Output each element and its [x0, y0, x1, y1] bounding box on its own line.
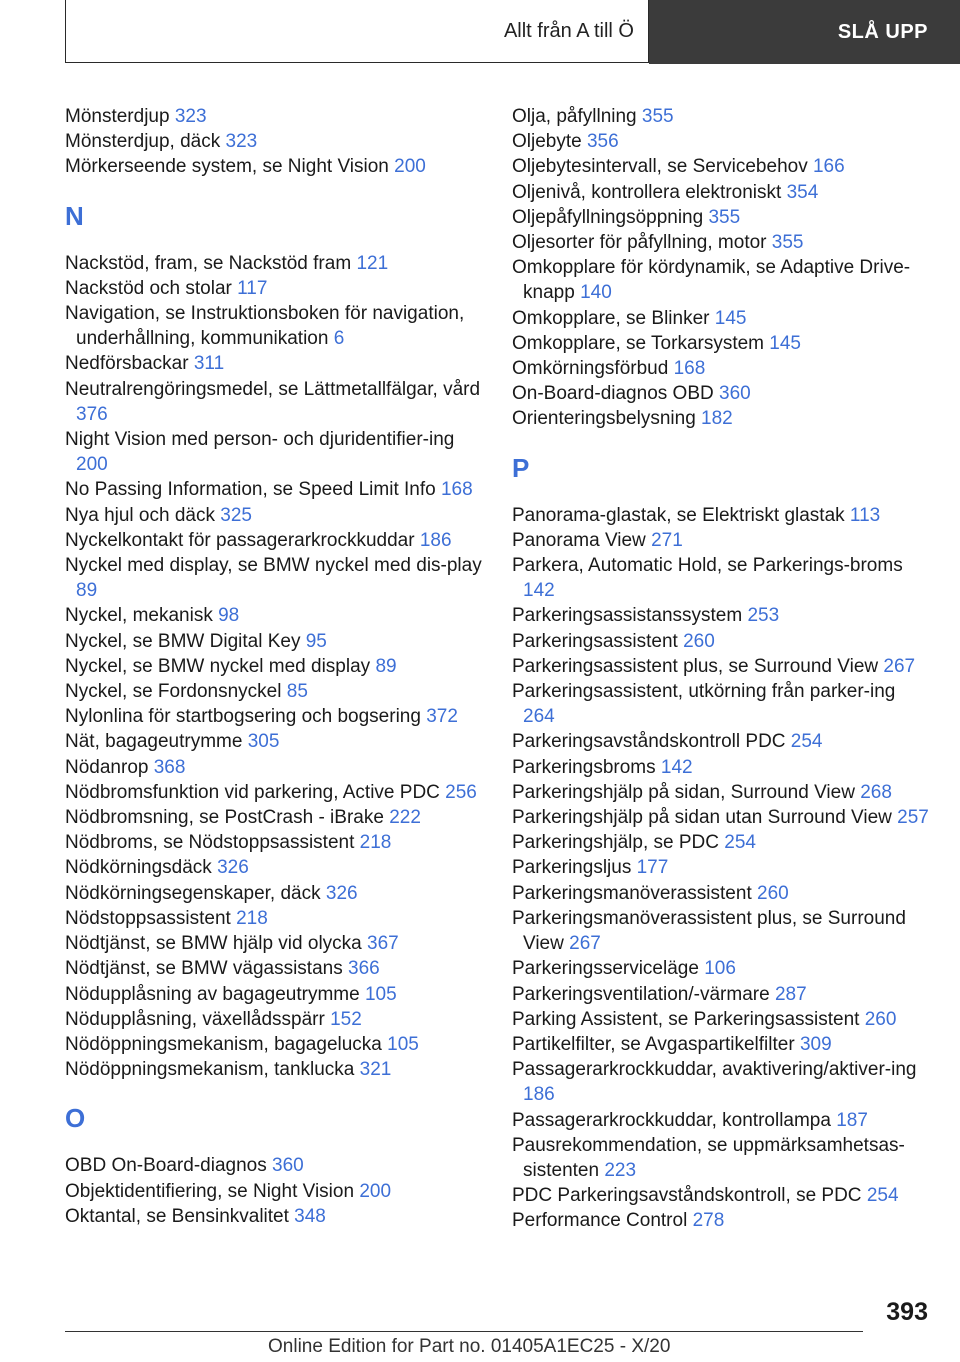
index-column-left — [65, 104, 485, 1229]
index-entry — [65, 301, 485, 351]
index-entry-text: Oljebyte — [512, 131, 582, 153]
index-entry — [65, 830, 485, 855]
page-link[interactable]: 145 — [769, 332, 801, 354]
page-link[interactable]: 267 — [883, 655, 916, 677]
index-entry-text: Partikelfilter, se Avgaspartikelfilter — [512, 1033, 795, 1055]
index-entry — [512, 729, 932, 754]
page-link[interactable]: 152 — [330, 1008, 362, 1030]
index-entry-text: Parkeringsbroms — [512, 756, 656, 778]
page-link[interactable]: 121 — [356, 252, 389, 274]
index-entry-text: Parkeringsavståndskontroll PDC — [512, 731, 786, 753]
index-entry-text: Parkeringsljus — [512, 857, 632, 879]
index-entry-text: Performance Control — [512, 1210, 688, 1232]
index-entry-text: Nödbroms, se Nödstoppsassistent — [65, 832, 355, 854]
page-link[interactable]: 89 — [76, 580, 98, 602]
index-entry-text: Pausrekommendation, se uppmärksamhetsas-sistenten — [512, 1134, 905, 1181]
index-entry — [65, 477, 485, 502]
page-link[interactable]: 355 — [708, 206, 741, 228]
page-link[interactable]: 260 — [864, 1008, 897, 1030]
index-entry — [512, 230, 932, 255]
page-link[interactable]: 311 — [193, 353, 225, 375]
index-entry — [512, 603, 932, 628]
index-entry-text: On-Board-diagnos OBD — [512, 383, 714, 405]
index-entry-text: Nödöppningsmekanism, bagagelucka — [65, 1033, 382, 1055]
header — [65, 0, 960, 64]
index-entry — [65, 1007, 485, 1032]
page-link[interactable]: 105 — [364, 983, 397, 1005]
page-link[interactable]: 287 — [774, 983, 807, 1005]
index-entry-text: Oljesorter för påfyllning, motor — [512, 232, 767, 254]
index-entry-text: Passagerarkrockkuddar, avaktivering/aktiver-ing — [512, 1059, 917, 1081]
index-entry-text: Nyckel, mekanisk — [65, 605, 213, 627]
index-column-right — [512, 104, 932, 1234]
page-link[interactable]: 305 — [247, 731, 280, 753]
page-link[interactable]: 200 — [359, 1180, 392, 1202]
index-entry — [65, 654, 485, 679]
footer-text: Online Edition for Part no. 01405A1EC25 - X/20 — [268, 1336, 671, 1357]
index-entry-text: Nya hjul och däck — [65, 504, 215, 526]
page-link[interactable]: 222 — [389, 807, 421, 829]
index-entry-text: Omkopplare för kördynamik, se Adaptive Drive-knapp — [512, 257, 911, 304]
index-letter-heading: O — [65, 1103, 86, 1134]
index-entry-text: Parkeringsassistent, utkörning från parker-ing — [512, 681, 896, 703]
index-entry — [65, 1153, 485, 1178]
page-link[interactable]: 348 — [294, 1205, 326, 1227]
index-entry-text: Neutralrengöringsmedel, se Lättmetallfälgar, vård — [65, 378, 481, 400]
index-entry-text: Parking Assistent, se Parkeringsassistent — [512, 1008, 860, 1030]
page-link[interactable]: 260 — [757, 882, 789, 904]
index-entry-text: Navigation, se Instruktionsboken för navigation, underhållning, kommunikation — [65, 303, 465, 350]
page-link[interactable]: 140 — [580, 282, 612, 304]
index-entry — [65, 427, 485, 477]
page-link[interactable]: 260 — [683, 630, 715, 652]
page-link[interactable]: 271 — [651, 529, 683, 551]
page-link[interactable]: 187 — [836, 1109, 868, 1131]
index-entry-text: Nackstöd och stolar — [65, 277, 232, 299]
index-entry-text: Objektidentifiering, se Night Vision — [65, 1180, 355, 1202]
index-entry-text: Nödöppningsmekanism, tanklucka — [65, 1059, 355, 1081]
index-entry — [65, 982, 485, 1007]
page-link[interactable]: 6 — [333, 328, 345, 350]
index-entry-text: Nödtjänst, se BMW hjälp vid olycka — [65, 933, 362, 955]
index-entry-text: Omkopplare, se Blinker — [512, 307, 710, 329]
index-entry — [512, 356, 932, 381]
page-link[interactable]: 256 — [445, 781, 477, 803]
index-entry-text: Nödbromsning, se PostCrash - iBrake — [65, 807, 384, 829]
index-entry — [512, 780, 932, 805]
index-entry-text: OBD On-Board-diagnos — [65, 1155, 267, 1177]
page-link[interactable]: 366 — [348, 958, 380, 980]
index-entry — [65, 906, 485, 931]
index-entry — [512, 1108, 932, 1133]
index-entry — [512, 1208, 932, 1233]
page-link[interactable]: 323 — [225, 131, 258, 153]
page-link[interactable]: 168 — [673, 358, 706, 380]
index-entry — [65, 780, 485, 805]
page-link[interactable]: 168 — [440, 479, 473, 501]
index-entry — [512, 982, 932, 1007]
page-link[interactable]: 360 — [719, 383, 751, 405]
page-link[interactable]: 321 — [359, 1059, 392, 1081]
index-entry-text: Nödupplåsning av bagageutrymme — [65, 983, 360, 1005]
index-entry-text: Nät, bagageutrymme — [65, 731, 243, 753]
page-link[interactable]: 264 — [523, 706, 555, 728]
page-link[interactable]: 89 — [375, 655, 397, 677]
index-entry-text: Nödkörningsegenskaper, däck — [65, 882, 321, 904]
index-entry — [512, 830, 932, 855]
index-entry-text: Oljebytesintervall, se Servicebehov — [512, 156, 808, 178]
index-entry-text: Mönsterdjup, däck — [65, 131, 221, 153]
index-entry — [512, 956, 932, 981]
index-entry — [512, 654, 932, 679]
index-entry-text: Nackstöd, fram, se Nackstöd fram — [65, 252, 352, 274]
index-letter-heading: N — [65, 200, 84, 231]
index-entry — [65, 805, 485, 830]
page-link[interactable]: 142 — [523, 580, 555, 602]
page-link[interactable]: 326 — [325, 882, 358, 904]
index-entry — [512, 906, 932, 956]
index-entry-text: Parkeringsmanöverassistent — [512, 882, 752, 904]
index-entry — [65, 377, 485, 427]
index-entry-text: Oljepåfyllningsöppning — [512, 206, 704, 228]
index-entry-text: Parkeringsassistent — [512, 630, 678, 652]
page-link[interactable]: 268 — [860, 781, 892, 803]
index-entry-text: Nylonlina för startbogsering och bogsering — [65, 706, 421, 728]
index-entry — [65, 881, 485, 906]
index-entry — [65, 154, 485, 179]
index-entry-text: Night Vision med person- och djuridentifier-ing — [65, 429, 455, 451]
index-entry-text: Parkeringsassistanssystem — [512, 605, 743, 627]
page-link[interactable]: 278 — [692, 1210, 725, 1232]
index-entry-text: Oktantal, se Bensinkvalitet — [65, 1205, 289, 1227]
lookup-button[interactable]: SLÅ UPP — [649, 0, 960, 64]
index-entry — [512, 629, 932, 654]
index-entry — [65, 528, 485, 553]
index-entry — [512, 331, 932, 356]
index-entry-text: Panorama View — [512, 529, 646, 551]
index-entry-text: Nödbromsfunktion vid parkering, Active PDC — [65, 781, 440, 803]
index-entry-text: Nyckel, se Fordonsnyckel — [65, 681, 282, 703]
page-link[interactable]: 218 — [359, 832, 392, 854]
page-link[interactable]: 186 — [419, 529, 452, 551]
page-link[interactable]: 177 — [636, 857, 669, 879]
index-entry — [512, 679, 932, 729]
page-link[interactable]: 355 — [771, 232, 804, 254]
page-link[interactable]: 355 — [641, 106, 674, 127]
page-link[interactable]: 105 — [387, 1033, 419, 1055]
page-link[interactable]: 254 — [790, 731, 823, 753]
index-entry — [512, 154, 932, 179]
index-entry — [512, 755, 932, 780]
page-link[interactable]: 253 — [747, 605, 780, 627]
page-link[interactable]: 223 — [604, 1159, 637, 1181]
index-entry — [65, 351, 485, 376]
index-entry — [512, 1057, 932, 1107]
index-entry-text: Parkeringshjälp på sidan, Surround View — [512, 781, 855, 803]
page-link[interactable]: 200 — [76, 454, 108, 476]
index-letter-heading: P — [512, 452, 530, 483]
index-entry-text: Nödkörningsdäck — [65, 857, 212, 879]
index-entry — [512, 503, 932, 528]
index-entry — [512, 406, 932, 431]
index-entry-text: Mönsterdjup — [65, 106, 170, 127]
index-entry-text: Nödanrop — [65, 756, 149, 778]
index-entry — [512, 1183, 932, 1208]
index-entry-text: Nyckel, se BMW Digital Key — [65, 630, 301, 652]
page-link[interactable]: 356 — [586, 131, 619, 153]
index-entry-text: Orienteringsbelysning — [512, 408, 696, 430]
page-link[interactable]: 98 — [218, 605, 240, 627]
index-entry — [512, 1032, 932, 1057]
index-entry-text: Parkeringsassistent plus, se Surround View — [512, 655, 879, 677]
page-link[interactable]: 182 — [701, 408, 733, 430]
index-entry — [65, 104, 485, 129]
page-link[interactable]: 117 — [237, 277, 268, 299]
index-entry — [65, 855, 485, 880]
index-entry-text: Parkeringsventilation/-värmare — [512, 983, 770, 1005]
index-entry — [65, 129, 485, 154]
page-link[interactable]: 218 — [236, 907, 268, 929]
index-entry — [512, 553, 932, 603]
page-link[interactable]: 323 — [174, 106, 207, 127]
index-entry-text: Nyckel med display, se BMW nyckel med dis-play — [65, 555, 482, 577]
index-entry — [65, 956, 485, 981]
index-entry — [512, 205, 932, 230]
index-entry — [512, 381, 932, 406]
page-link[interactable]: 325 — [220, 504, 252, 526]
index-entry — [65, 1204, 485, 1229]
index-entry-text: Omkörningsförbud — [512, 358, 669, 380]
page-link[interactable]: 354 — [786, 181, 819, 203]
index-entry-text: Nyckelkontakt för passagerarkrockkuddar — [65, 529, 415, 551]
index-entry — [65, 1057, 485, 1082]
page-link[interactable]: 200 — [394, 156, 426, 178]
index-entry — [65, 755, 485, 780]
index-entry-text: Mörkerseende system, se Night Vision — [65, 156, 389, 178]
index-entry-text: Parkeringsmanöverassistent plus, se Surround View — [512, 907, 906, 955]
index-entry-text: Nedförsbackar — [65, 353, 189, 375]
index-entry-text: Nödstoppsassistent — [65, 907, 231, 929]
page-link[interactable]: 85 — [286, 681, 308, 703]
page-link[interactable]: 360 — [272, 1155, 304, 1177]
page-link[interactable]: 326 — [217, 857, 249, 879]
index-entry — [512, 1007, 932, 1032]
index-entry — [65, 553, 485, 603]
page-link[interactable]: 257 — [897, 807, 929, 829]
index-entry-text: Passagerarkrockkuddar, kontrollampa — [512, 1109, 831, 1131]
index-entry — [65, 1032, 485, 1057]
index-entry-text: Parkeringshjälp, se PDC — [512, 832, 719, 854]
index-entry-text: Oljenivå, kontrollera elektroniskt — [512, 181, 782, 203]
index-entry-text: Parkera, Automatic Hold, se Parkerings-broms — [512, 555, 903, 577]
index-entry-text: Parkeringshjälp på sidan utan Surround View — [512, 807, 892, 829]
page-link[interactable]: 376 — [76, 403, 108, 425]
index-entry — [512, 881, 932, 906]
tab-a-to-o[interactable]: Allt från A till Ö — [65, 0, 649, 63]
footer-divider — [65, 1331, 863, 1332]
page-link[interactable]: 95 — [305, 630, 327, 652]
index-entry — [65, 729, 485, 754]
page-link[interactable]: 368 — [153, 756, 186, 778]
index-entry — [512, 180, 932, 205]
index-entry — [65, 251, 485, 276]
index-entry — [512, 129, 932, 154]
index-entry — [512, 528, 932, 553]
page-link[interactable]: 367 — [367, 933, 399, 955]
page-number: 393 — [886, 1298, 928, 1326]
page-link[interactable]: 254 — [724, 832, 756, 854]
index-entry — [65, 503, 485, 528]
index-entry-text: Panorama-glastak, se Elektriskt glastak — [512, 504, 845, 526]
page-link[interactable]: 186 — [523, 1084, 555, 1106]
page-link[interactable]: 254 — [866, 1185, 899, 1207]
index-entry — [65, 679, 485, 704]
index-entry-text: Parkeringsserviceläge — [512, 958, 699, 980]
index-entry-text: Nödupplåsning, växellådsspärr — [65, 1008, 325, 1030]
index-entry-text: Nödtjänst, se BMW vägassistans — [65, 958, 343, 980]
index-entry — [65, 704, 485, 729]
index-entry — [512, 306, 932, 331]
index-entry-text: Omkopplare, se Torkarsystem — [512, 332, 765, 354]
index-entry — [512, 104, 932, 129]
index-entry — [65, 276, 485, 301]
index-entry — [512, 1133, 932, 1183]
page-link[interactable]: 145 — [714, 307, 747, 329]
index-entry — [512, 805, 932, 830]
index-entry-text: PDC Parkeringsavståndskontroll, se PDC — [512, 1185, 862, 1207]
index-entry-text: Nyckel, se BMW nyckel med display — [65, 655, 371, 677]
index-entry — [65, 629, 485, 654]
page-link[interactable]: 372 — [426, 706, 458, 728]
index-entry — [512, 855, 932, 880]
index-entry — [65, 603, 485, 628]
index-entry — [65, 1179, 485, 1204]
index-entry — [512, 255, 932, 305]
page-link[interactable]: 142 — [660, 756, 693, 778]
page-link[interactable]: 267 — [569, 933, 601, 955]
index-entry — [65, 931, 485, 956]
page-link[interactable]: 106 — [704, 958, 736, 980]
page-link[interactable]: 309 — [799, 1033, 832, 1055]
page-link[interactable]: 113 — [849, 504, 881, 526]
page-link[interactable]: 166 — [812, 156, 845, 178]
index-entry-text: Olja, påfyllning — [512, 106, 637, 127]
index-entry-text: No Passing Information, se Speed Limit Info — [65, 479, 436, 501]
